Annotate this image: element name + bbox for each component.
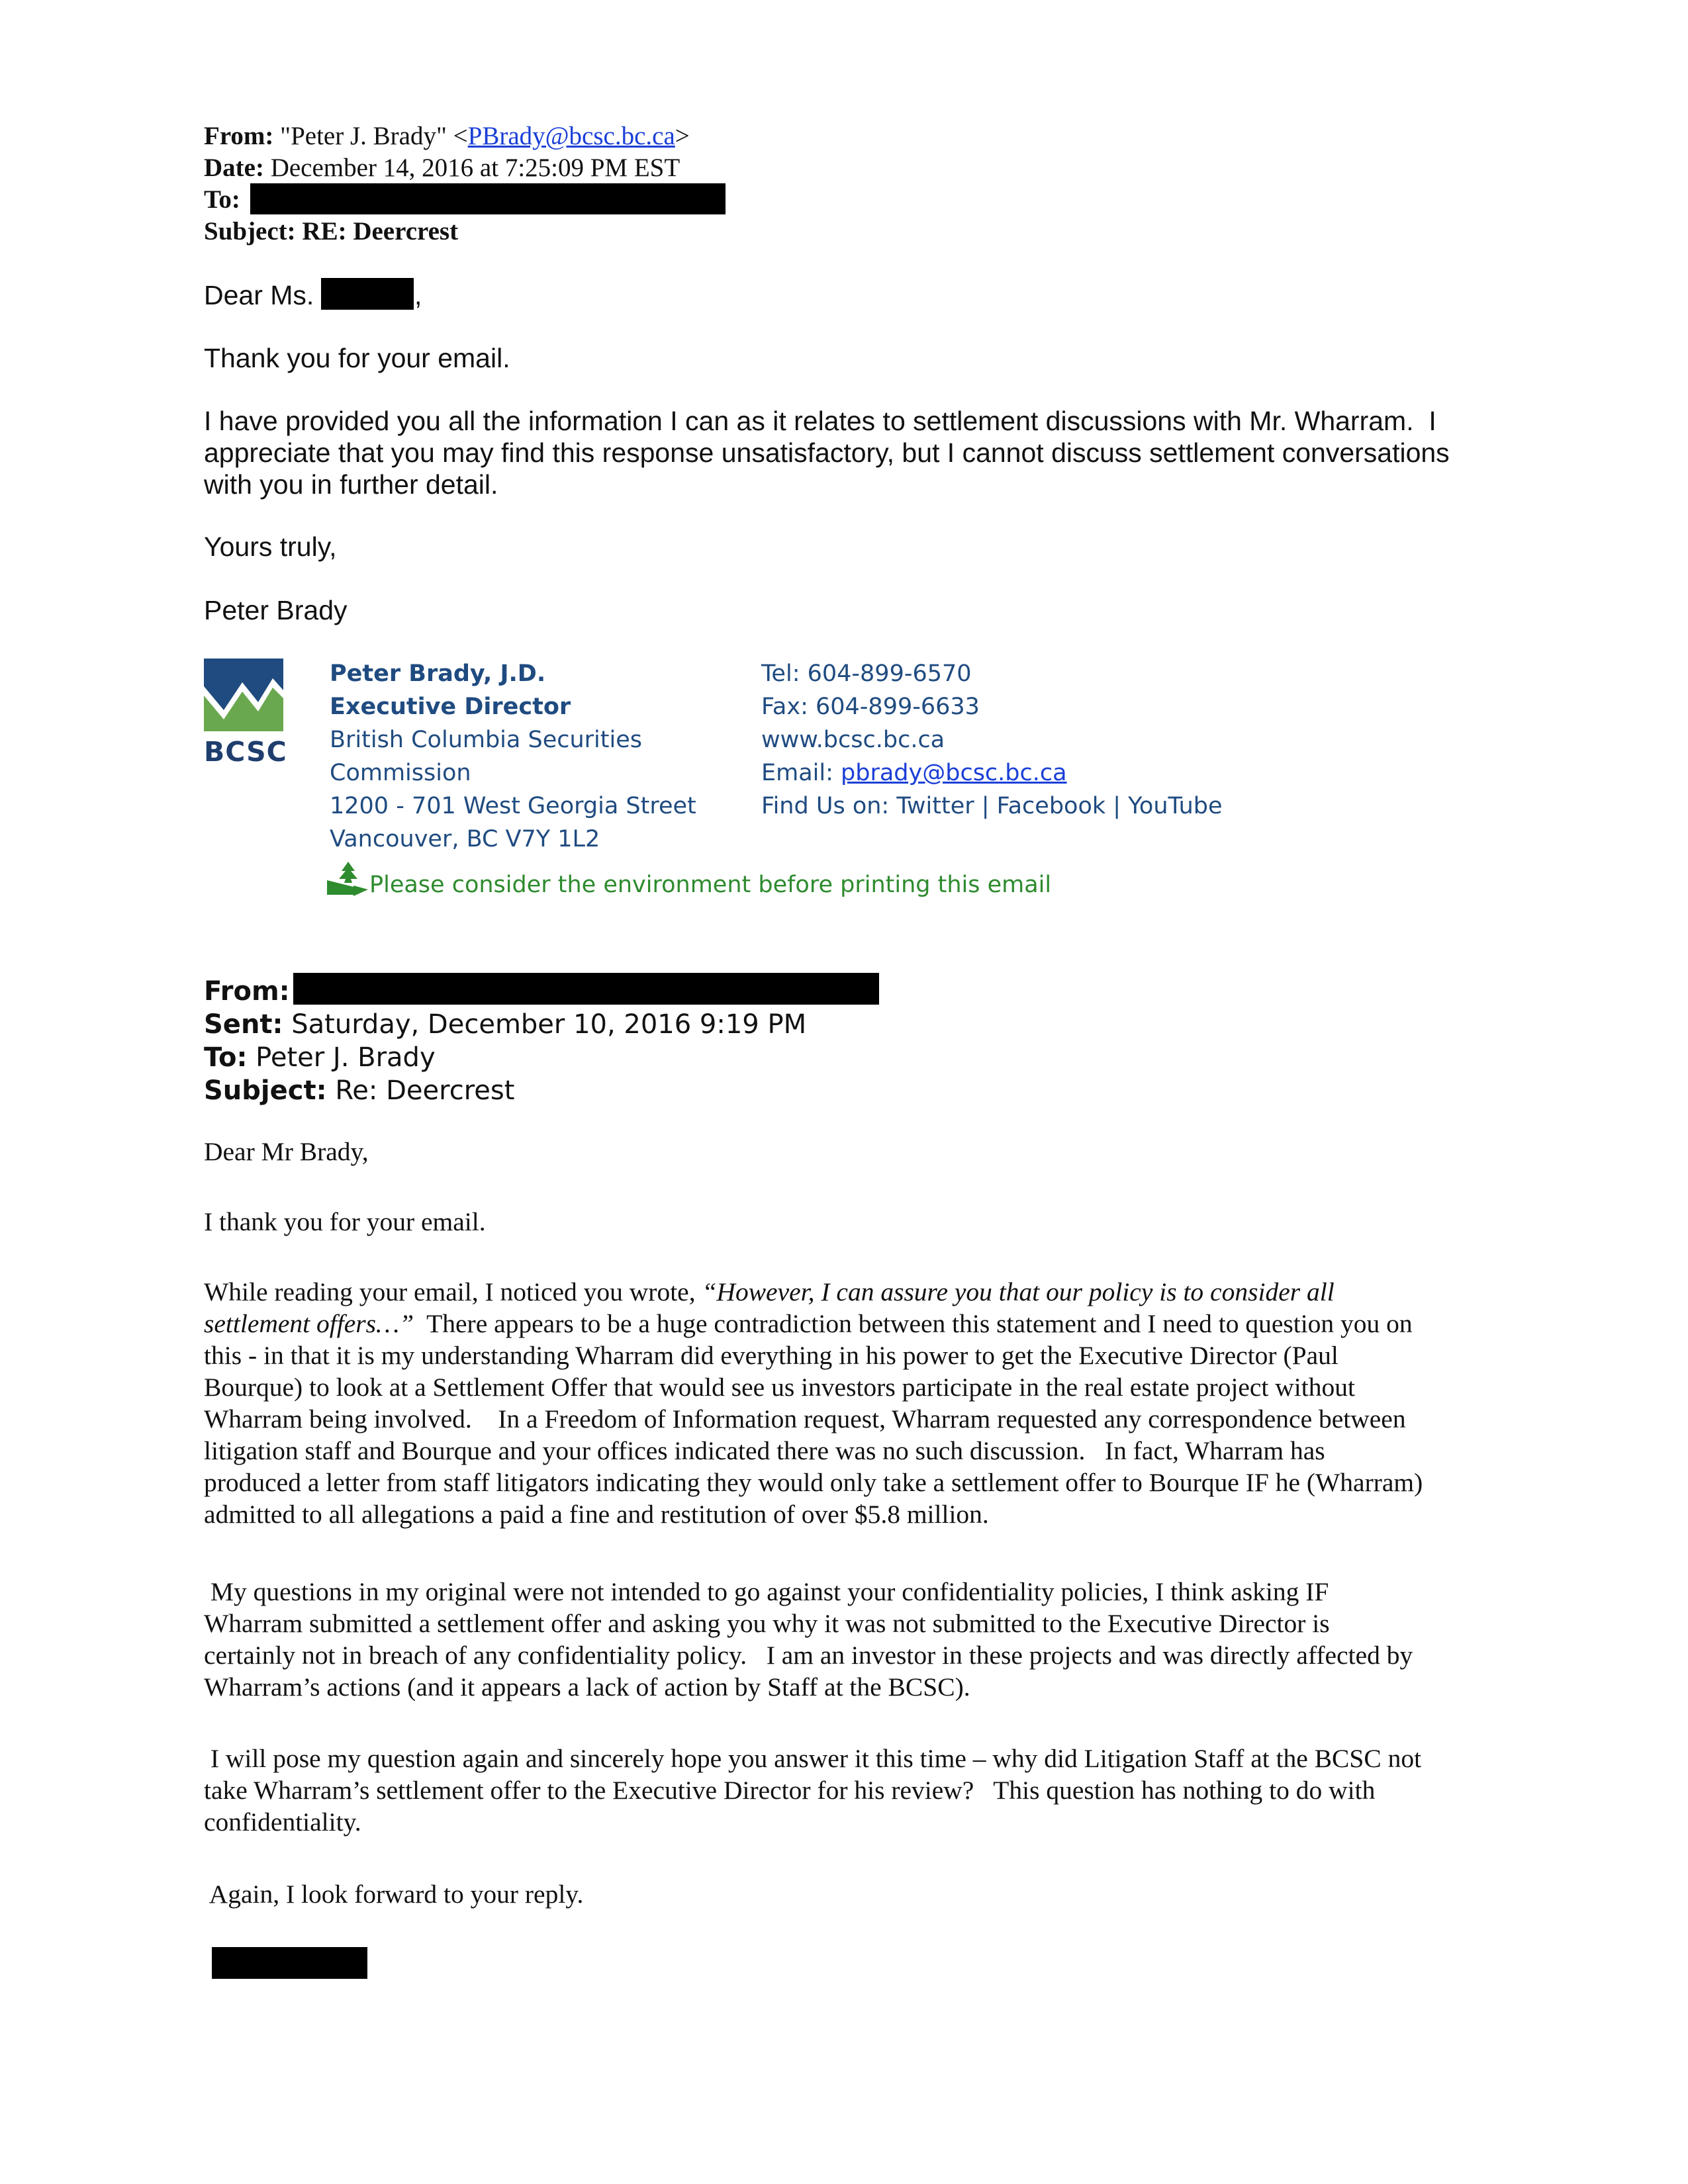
email2-p4-line: take Wharram’s settlement offer to the Executive Director for his review? This question has nothing to do with: [204, 1776, 1376, 1805]
sig-tel: Tel: 604-899-6570: [761, 660, 972, 687]
sig-social-links[interactable]: Find Us on: Twitter | Facebook | YouTube: [761, 793, 1223, 819]
email2-p3-line: Wharram submitted a settlement offer and asking you why it was not submitted to the Executive Director is: [204, 1609, 1330, 1638]
email1-greeting-comma: ,: [414, 280, 422, 310]
email2-from-label: From:: [204, 976, 290, 1007]
sig-email-label: Email:: [761, 760, 841, 786]
email2-to-row: [204, 1041, 1462, 1074]
email1-paragraph-1: Thank you for your email.: [204, 343, 510, 373]
email1-p2-line: appreciate that you may find this response unsatisfactory, but I cannot discuss settlement conversations: [204, 437, 1450, 468]
email1-from-name: "Peter J. Brady": [280, 122, 447, 150]
email1-date-row: [204, 152, 1462, 184]
email2-paragraph-2: [204, 1276, 1528, 1541]
email1-date-value: December 14, 2016 at 7:25:09 PM EST: [270, 154, 680, 182]
email1-p2-line: with you in further detail.: [204, 469, 498, 500]
email2-subject-value: Re: Deercrest: [335, 1075, 515, 1106]
email1-subject-value: RE: Deercrest: [302, 217, 459, 246]
sig-title: Executive Director: [330, 694, 571, 720]
sig-org-line2: Commission: [330, 760, 471, 786]
email2-sent-label: Sent:: [204, 1009, 283, 1040]
email2-p3-line: My questions in my original were not intended to go against your confidentiality policies, I think asking IF: [204, 1577, 1329, 1606]
tree-truck-icon: [327, 860, 369, 897]
email2-to-value: Peter J. Brady: [256, 1042, 436, 1073]
sig-email-link[interactable]: pbrady@bcsc.bc.ca: [841, 760, 1067, 786]
email2-paragraph-5: Again, I look forward to your reply.: [204, 1880, 584, 1909]
email1-from-label: From:: [204, 122, 274, 150]
email2-paragraph-4: [204, 1743, 1528, 1842]
email1-subject-row: [204, 216, 1462, 248]
email1-greeting: [204, 279, 314, 311]
sig-org-line1: British Columbia Securities: [330, 727, 642, 753]
email2-p2-line: While reading your email, I noticed you wrote, “However, I can assure you that our policy is to consider all: [204, 1277, 1335, 1306]
sig-fax: Fax: 604-899-6633: [761, 694, 980, 720]
email1-paragraph-2: [204, 405, 1528, 500]
email2-p2-line: Wharram being involved. In a Freedom of Information request, Wharram requested any correspondence between: [204, 1404, 1406, 1433]
redaction-email2-signature: [212, 1947, 367, 1979]
bcsc-logo: [204, 659, 287, 768]
email1-p2-line: I have provided you all the information I can as it relates to settlement discussions with Mr. Wharram. I: [204, 406, 1436, 436]
email2-paragraph-3: [204, 1576, 1528, 1708]
email2-sent-row: [204, 1008, 1462, 1041]
environment-note: [327, 860, 1051, 898]
email1-signature-name: Peter Brady: [204, 595, 348, 625]
sig-address2: Vancouver, BC V7Y 1L2: [330, 826, 600, 852]
email1-to-label: To:: [204, 185, 240, 214]
email2-subject-row: [204, 1074, 1462, 1107]
email2-subject-label: Subject:: [204, 1075, 327, 1106]
email1-subject-label: Subject:: [204, 217, 296, 246]
email1-date-label: Date:: [204, 154, 264, 182]
email2-greeting: Dear Mr Brady,: [204, 1137, 369, 1166]
sig-web-link[interactable]: www.bcsc.bc.ca: [761, 727, 945, 753]
email1-closing: Yours truly,: [204, 531, 337, 562]
email1-from-email-link[interactable]: PBrady@bcsc.bc.ca: [467, 122, 675, 150]
redaction-greeting-name: [321, 278, 414, 310]
email2-paragraph-1: I thank you for your email.: [204, 1207, 486, 1236]
email2-sent-value: Saturday, December 10, 2016 9:19 PM: [291, 1009, 807, 1040]
bcsc-logo-text: BCSC: [204, 736, 287, 768]
environment-note-text: Please consider the environment before printing this email: [369, 872, 1052, 898]
redaction-email1-to: [250, 183, 726, 214]
email2-p3-line: Wharram’s actions (and it appears a lack of action by Staff at the BCSC).: [204, 1672, 970, 1702]
email2-p2-line: settlement offers…” There appears to be a huge contradiction between this statement and I need to question you on: [204, 1309, 1413, 1338]
email1-greeting-text: Dear Ms.: [204, 280, 314, 310]
email2-p4-line: confidentiality.: [204, 1807, 361, 1837]
email2-p2-line: this - in that it is my understanding Wharram did everything in his power to get the Executive Director (Paul: [204, 1341, 1338, 1370]
email1-from-row: From: "Peter J. Brady" <PBrady@bcsc.bc.ca>: [204, 122, 690, 150]
email2-p2-line: admitted to all allegations a paid a fine and restitution of over $5.8 million.: [204, 1500, 989, 1529]
redaction-email2-from: [293, 973, 879, 1005]
email2-to-label: To:: [204, 1042, 248, 1073]
bcsc-mountain-icon: [204, 659, 283, 731]
sig-address1: 1200 - 701 West Georgia Street: [330, 793, 696, 819]
email2-p4-line: I will pose my question again and sincerely hope you answer it this time – why did Litigation Staff at the BCSC not: [204, 1744, 1422, 1773]
email2-p2-line: produced a letter from staff litigators indicating they would only take a settlement offer to Bourque IF he (Wharram): [204, 1468, 1423, 1497]
email2-p3-line: certainly not in breach of any confidentiality policy. I am an investor in these projects and was directly affected by: [204, 1641, 1413, 1670]
sig-email-row: [761, 756, 1067, 790]
email2-p2-line: litigation staff and Bourque and your offices indicated there was no such discussion. In fact, Wharram has: [204, 1436, 1325, 1465]
sig-name: Peter Brady, J.D.: [330, 660, 546, 687]
email2-p2-line: Bourque) to look at a Settlement Offer that would see us investors participate in the real estate project without: [204, 1373, 1355, 1402]
